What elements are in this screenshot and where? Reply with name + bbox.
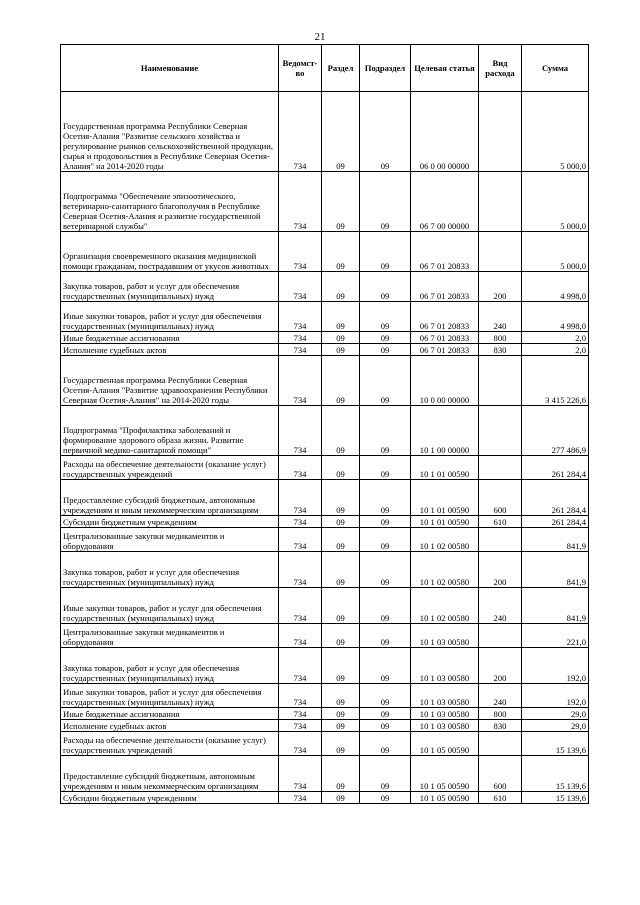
cell-name: Расходы на обеспечение деятельности (оказание услуг) государственных учреждений xyxy=(61,456,279,480)
cell-name: Иные бюджетные ассигнования xyxy=(61,332,279,344)
table-row xyxy=(61,792,589,804)
cell-celevaya-statya: 10 1 02 00580 xyxy=(411,528,479,552)
table-row xyxy=(61,406,589,456)
cell-celevaya-statya: 10 1 02 00580 xyxy=(411,552,479,588)
cell-razdel: 09 xyxy=(322,92,360,172)
table-row xyxy=(61,684,589,708)
cell-celevaya-statya: 06 7 01 20833 xyxy=(411,232,479,272)
cell-summa: 5 000,0 xyxy=(522,92,589,172)
table-row xyxy=(61,172,589,232)
cell-vid-rashoda xyxy=(479,172,522,232)
table-row xyxy=(61,732,589,756)
cell-summa: 261 284,4 xyxy=(522,480,589,516)
cell-podrazdel: 09 xyxy=(360,302,411,332)
cell-podrazdel: 09 xyxy=(360,356,411,406)
cell-celevaya-statya: 06 0 00 00000 xyxy=(411,92,479,172)
cell-podrazdel: 09 xyxy=(360,172,411,232)
cell-razdel: 09 xyxy=(322,756,360,792)
cell-celevaya-statya: 10 0 00 00000 xyxy=(411,356,479,406)
cell-summa: 2,0 xyxy=(522,344,589,356)
cell-razdel: 09 xyxy=(322,406,360,456)
cell-summa: 841,9 xyxy=(522,528,589,552)
cell-vid-rashoda: 240 xyxy=(479,588,522,624)
cell-vedomstvo: 734 xyxy=(279,456,322,480)
cell-celevaya-statya: 10 1 05 00590 xyxy=(411,756,479,792)
cell-vedomstvo: 734 xyxy=(279,792,322,804)
cell-vid-rashoda: 200 xyxy=(479,272,522,302)
table-row xyxy=(61,302,589,332)
cell-name: Централизованные закупки медикаментов и оборудования xyxy=(61,528,279,552)
cell-name: Предоставление субсидий бюджетным, автономным учреждениям и иным некоммерческим организациям xyxy=(61,480,279,516)
cell-name: Предоставление субсидий бюджетным, автономным учреждениям и иным некоммерческим организациям xyxy=(61,756,279,792)
table-header-row xyxy=(61,45,589,92)
cell-razdel: 09 xyxy=(322,344,360,356)
table-row xyxy=(61,356,589,406)
cell-name: Централизованные закупки медикаментов и оборудования xyxy=(61,624,279,648)
cell-name: Исполнение судебных актов xyxy=(61,344,279,356)
cell-podrazdel: 09 xyxy=(360,588,411,624)
cell-name: Иные закупки товаров, работ и услуг для обеспечения государственных (муниципальных) нужд xyxy=(61,302,279,332)
cell-podrazdel: 09 xyxy=(360,528,411,552)
cell-vedomstvo: 734 xyxy=(279,708,322,720)
cell-summa: 841,9 xyxy=(522,552,589,588)
table-row xyxy=(61,648,589,684)
cell-vedomstvo: 734 xyxy=(279,172,322,232)
cell-vid-rashoda: 200 xyxy=(479,552,522,588)
cell-vedomstvo: 734 xyxy=(279,528,322,552)
cell-summa: 221,0 xyxy=(522,624,589,648)
cell-vedomstvo: 734 xyxy=(279,732,322,756)
cell-razdel: 09 xyxy=(322,480,360,516)
cell-razdel: 09 xyxy=(322,456,360,480)
cell-name: Закупка товаров, работ и услуг для обеспечения государственных (муниципальных) нужд xyxy=(61,272,279,302)
cell-vid-rashoda: 600 xyxy=(479,756,522,792)
cell-vid-rashoda: 830 xyxy=(479,344,522,356)
cell-name: Закупка товаров, работ и услуг для обеспечения государственных (муниципальных) нужд xyxy=(61,648,279,684)
cell-vedomstvo: 734 xyxy=(279,624,322,648)
cell-celevaya-statya: 06 7 01 20833 xyxy=(411,302,479,332)
cell-razdel: 09 xyxy=(322,356,360,406)
cell-vid-rashoda: 240 xyxy=(479,302,522,332)
cell-razdel: 09 xyxy=(322,624,360,648)
cell-razdel: 09 xyxy=(322,720,360,732)
cell-name: Расходы на обеспечение деятельности (оказание услуг) государственных учреждений xyxy=(61,732,279,756)
cell-podrazdel: 09 xyxy=(360,552,411,588)
cell-podrazdel: 09 xyxy=(360,648,411,684)
cell-vid-rashoda: 200 xyxy=(479,648,522,684)
table-row xyxy=(61,92,589,172)
cell-vid-rashoda xyxy=(479,456,522,480)
cell-razdel: 09 xyxy=(322,272,360,302)
cell-vid-rashoda: 600 xyxy=(479,480,522,516)
cell-vedomstvo: 734 xyxy=(279,684,322,708)
cell-vedomstvo: 734 xyxy=(279,480,322,516)
cell-summa: 5 000,0 xyxy=(522,172,589,232)
header-razdel: Раздел xyxy=(322,45,360,92)
cell-summa: 2,0 xyxy=(522,332,589,344)
cell-podrazdel: 09 xyxy=(360,756,411,792)
cell-razdel: 09 xyxy=(322,302,360,332)
cell-name: Иные бюджетные ассигнования xyxy=(61,708,279,720)
cell-celevaya-statya: 10 1 03 00580 xyxy=(411,720,479,732)
cell-vid-rashoda: 240 xyxy=(479,684,522,708)
header-name: Наименование xyxy=(61,45,279,92)
cell-celevaya-statya: 06 7 01 20833 xyxy=(411,272,479,302)
cell-summa: 5 000,0 xyxy=(522,232,589,272)
cell-name: Иные закупки товаров, работ и услуг для обеспечения государственных (муниципальных) нужд xyxy=(61,588,279,624)
cell-vedomstvo: 734 xyxy=(279,92,322,172)
header-podrazdel: Подраздел xyxy=(360,45,411,92)
cell-summa: 3 415 226,6 xyxy=(522,356,589,406)
cell-razdel: 09 xyxy=(322,552,360,588)
cell-vedomstvo: 734 xyxy=(279,756,322,792)
cell-vedomstvo: 734 xyxy=(279,356,322,406)
cell-vedomstvo: 734 xyxy=(279,344,322,356)
cell-podrazdel: 09 xyxy=(360,720,411,732)
cell-vedomstvo: 734 xyxy=(279,588,322,624)
header-celevaya-statya: Целевая статья xyxy=(411,45,479,92)
table-row xyxy=(61,756,589,792)
cell-vid-rashoda xyxy=(479,624,522,648)
cell-vedomstvo: 734 xyxy=(279,720,322,732)
cell-razdel: 09 xyxy=(322,516,360,528)
table-row xyxy=(61,480,589,516)
header-summa: Сумма xyxy=(522,45,589,92)
table-row xyxy=(61,588,589,624)
cell-celevaya-statya: 06 7 01 20833 xyxy=(411,332,479,344)
cell-celevaya-statya: 10 1 03 00580 xyxy=(411,648,479,684)
cell-name: Иные закупки товаров, работ и услуг для обеспечения государственных (муниципальных) нужд xyxy=(61,684,279,708)
cell-razdel: 09 xyxy=(322,792,360,804)
budget-table xyxy=(60,44,589,804)
cell-vedomstvo: 734 xyxy=(279,516,322,528)
cell-razdel: 09 xyxy=(322,232,360,272)
table-row xyxy=(61,456,589,480)
cell-name: Закупка товаров, работ и услуг для обеспечения государственных (муниципальных) нужд xyxy=(61,552,279,588)
table-row xyxy=(61,344,589,356)
cell-podrazdel: 09 xyxy=(360,708,411,720)
cell-celevaya-statya: 10 1 03 00580 xyxy=(411,708,479,720)
cell-summa: 15 139,6 xyxy=(522,756,589,792)
cell-podrazdel: 09 xyxy=(360,516,411,528)
cell-name: Подпрограмма "Обеспечение эпизоотического, ветеринарно-санитарного благополучия в Республике Северная Осетия-Алания и развитие государственной ветеринарной службы" xyxy=(61,172,279,232)
cell-razdel: 09 xyxy=(322,684,360,708)
table-row xyxy=(61,516,589,528)
cell-name: Субсидии бюджетным учреждениям xyxy=(61,792,279,804)
cell-podrazdel: 09 xyxy=(360,480,411,516)
page-number: 21 xyxy=(314,31,326,43)
cell-celevaya-statya: 10 1 01 00590 xyxy=(411,516,479,528)
cell-podrazdel: 09 xyxy=(360,344,411,356)
cell-vid-rashoda: 610 xyxy=(479,792,522,804)
cell-vedomstvo: 734 xyxy=(279,272,322,302)
cell-razdel: 09 xyxy=(322,588,360,624)
cell-vid-rashoda xyxy=(479,406,522,456)
cell-podrazdel: 09 xyxy=(360,684,411,708)
cell-celevaya-statya: 06 7 00 00000 xyxy=(411,172,479,232)
cell-vid-rashoda: 610 xyxy=(479,516,522,528)
cell-summa: 15 139,6 xyxy=(522,792,589,804)
cell-summa: 841,9 xyxy=(522,588,589,624)
cell-podrazdel: 09 xyxy=(360,232,411,272)
cell-razdel: 09 xyxy=(322,708,360,720)
cell-razdel: 09 xyxy=(322,648,360,684)
cell-vedomstvo: 734 xyxy=(279,552,322,588)
cell-summa: 4 998,0 xyxy=(522,272,589,302)
cell-vid-rashoda xyxy=(479,356,522,406)
table-row xyxy=(61,720,589,732)
cell-vedomstvo: 734 xyxy=(279,648,322,684)
cell-summa: 15 139,6 xyxy=(522,732,589,756)
cell-summa: 192,0 xyxy=(522,684,589,708)
cell-name: Подпрограмма "Профилактика заболеваний и формирование здорового образа жизни. Развитие первичной медико-санитарной помощи" xyxy=(61,406,279,456)
cell-name: Государственная программа Республики Северная Осетия-Алания "Развитие сельского хозяйства и регулирование рынков сельскохозяйственной продукции, сырья и продовольствия в Республике Северная Осетия-Алания" на 2014-2020 годы xyxy=(61,92,279,172)
cell-vid-rashoda xyxy=(479,528,522,552)
cell-summa: 29,0 xyxy=(522,720,589,732)
cell-vid-rashoda: 830 xyxy=(479,720,522,732)
cell-summa: 4 998,0 xyxy=(522,302,589,332)
cell-celevaya-statya: 10 1 05 00590 xyxy=(411,792,479,804)
cell-celevaya-statya: 10 1 01 00590 xyxy=(411,480,479,516)
table-row xyxy=(61,528,589,552)
header-vid-rashoda: Вид расхода xyxy=(479,45,522,92)
table-row xyxy=(61,624,589,648)
cell-razdel: 09 xyxy=(322,528,360,552)
cell-vedomstvo: 734 xyxy=(279,302,322,332)
cell-celevaya-statya: 10 1 00 00000 xyxy=(411,406,479,456)
cell-podrazdel: 09 xyxy=(360,406,411,456)
cell-vid-rashoda xyxy=(479,92,522,172)
table-row xyxy=(61,708,589,720)
cell-celevaya-statya: 10 1 05 00590 xyxy=(411,732,479,756)
cell-vid-rashoda: 800 xyxy=(479,708,522,720)
cell-vedomstvo: 734 xyxy=(279,232,322,272)
cell-celevaya-statya: 10 1 03 00580 xyxy=(411,684,479,708)
cell-vid-rashoda xyxy=(479,732,522,756)
cell-summa: 277 486,9 xyxy=(522,406,589,456)
cell-razdel: 09 xyxy=(322,172,360,232)
cell-summa: 261 284,4 xyxy=(522,456,589,480)
cell-vedomstvo: 734 xyxy=(279,332,322,344)
cell-podrazdel: 09 xyxy=(360,624,411,648)
cell-podrazdel: 09 xyxy=(360,272,411,302)
cell-razdel: 09 xyxy=(322,732,360,756)
table-row xyxy=(61,332,589,344)
cell-vid-rashoda xyxy=(479,232,522,272)
cell-vedomstvo: 734 xyxy=(279,406,322,456)
cell-celevaya-statya: 06 7 01 20833 xyxy=(411,344,479,356)
cell-summa: 261 284,4 xyxy=(522,516,589,528)
cell-summa: 29,0 xyxy=(522,708,589,720)
cell-podrazdel: 09 xyxy=(360,332,411,344)
cell-razdel: 09 xyxy=(322,332,360,344)
header-vedomstvo: Ведомст-во xyxy=(279,45,322,92)
cell-celevaya-statya: 10 1 01 00590 xyxy=(411,456,479,480)
table-row xyxy=(61,552,589,588)
cell-celevaya-statya: 10 1 02 00580 xyxy=(411,588,479,624)
cell-podrazdel: 09 xyxy=(360,456,411,480)
table-row xyxy=(61,272,589,302)
cell-celevaya-statya: 10 1 03 00580 xyxy=(411,624,479,648)
cell-name: Государственная программа Республики Северная Осетия-Алания "Развитие здравоохранения Республики Северная Осетия-Алания" на 2014-2020 годы xyxy=(61,356,279,406)
cell-podrazdel: 09 xyxy=(360,92,411,172)
cell-vid-rashoda: 800 xyxy=(479,332,522,344)
cell-summa: 192,0 xyxy=(522,648,589,684)
cell-name: Субсидии бюджетным учреждениям xyxy=(61,516,279,528)
cell-name: Организация своевременного оказания медицинской помощи гражданам, пострадавшим от укусов животных xyxy=(61,232,279,272)
cell-podrazdel: 09 xyxy=(360,732,411,756)
cell-name: Исполнение судебных актов xyxy=(61,720,279,732)
cell-podrazdel: 09 xyxy=(360,792,411,804)
table-row xyxy=(61,232,589,272)
